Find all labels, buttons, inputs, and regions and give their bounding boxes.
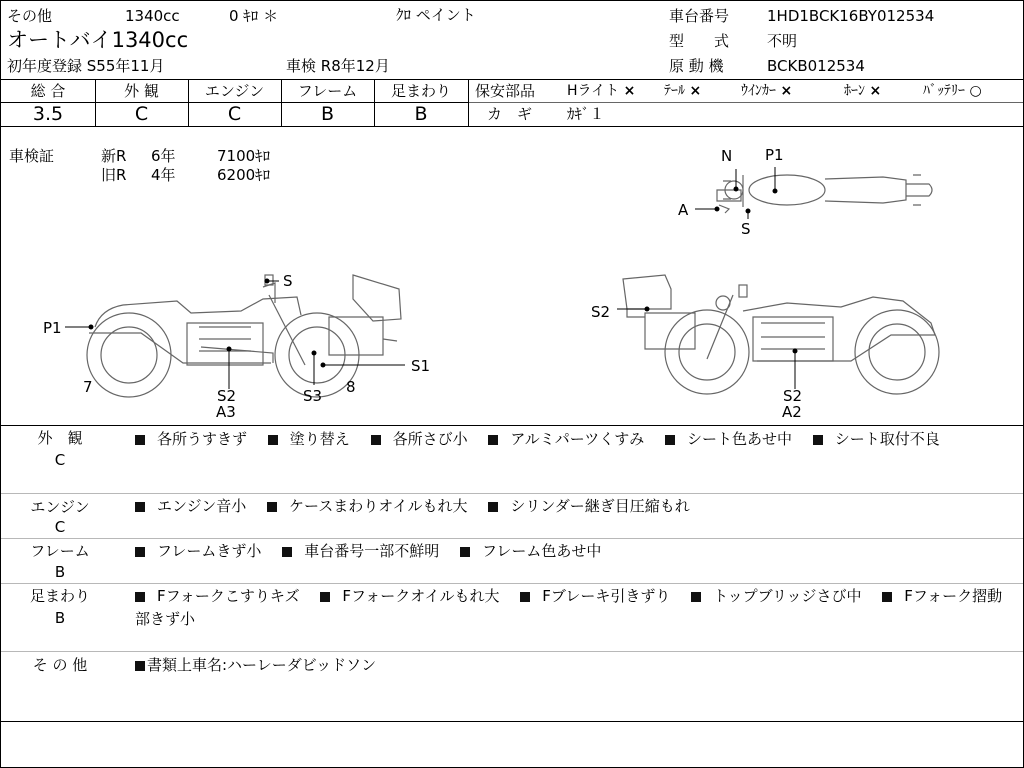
detail-grade-suspension: B: [54, 609, 66, 627]
inspection-date: 車検 R8年12月: [286, 57, 390, 75]
list-item: シート色あせ中: [665, 430, 792, 448]
detail-list-suspension: [135, 585, 1015, 631]
bullet-icon: [282, 547, 292, 557]
cert-type-new: 新R: [101, 147, 127, 165]
cert-km-new: 7100ｷﾛ: [217, 147, 271, 165]
safety-item-battery: ﾊﾞｯﾃﾘｰ ○: [923, 83, 982, 99]
safety-item-headlight: Hライト ×: [567, 83, 636, 99]
detail-label-other: そ の 他: [32, 656, 88, 674]
model-type: 不明: [767, 32, 798, 50]
detail-grade-engine: C: [54, 518, 66, 536]
list-item: 車台番号一部不鮮明: [282, 542, 439, 560]
bullet-icon: [691, 592, 701, 602]
divider: [468, 102, 1023, 103]
detail-label-exterior: 外 観: [37, 429, 83, 447]
divider: [1, 651, 1023, 652]
bullet-icon: [135, 435, 145, 445]
key-value: ｶｷﾞ１: [567, 105, 605, 123]
bullet-icon: [813, 435, 823, 445]
first-registration: 初年度登録 S55年11月: [7, 57, 165, 75]
grade-header-overall: 総 合: [30, 82, 66, 100]
detail-label-suspension: 足まわり: [29, 587, 90, 605]
grade-header-frame: フレーム: [297, 82, 358, 100]
label-p1-left: P1: [43, 319, 62, 337]
detail-list-frame: [135, 540, 1015, 563]
detail-list-engine: [135, 495, 1015, 518]
motorcycle-diagrams: [1, 127, 1023, 427]
list-item: Fフォーク摺動部きず小: [135, 587, 1003, 628]
list-item: ケースまわりオイルもれ大: [267, 497, 468, 515]
cert-km-old: 6200ｷﾛ: [217, 166, 271, 184]
list-item: エンジン音小: [135, 497, 246, 515]
grade-overall: 3.5: [32, 103, 64, 125]
bullet-icon: [520, 592, 530, 602]
list-item: Fブレーキ引きずり: [520, 587, 670, 605]
label-s1: S1: [411, 357, 431, 375]
displacement: 1340cc: [125, 7, 180, 25]
key-label: カ ギ: [487, 105, 533, 123]
list-item: Fフォークオイルもれ大: [320, 587, 499, 605]
frame-no-label: 車台番号: [669, 7, 730, 25]
grade-header-engine: エンジン: [204, 82, 265, 100]
divider: [1, 721, 1023, 722]
list-item: Fフォークこすりキズ: [135, 587, 300, 605]
cert-type-old: 旧R: [101, 166, 127, 184]
divider: [1, 583, 1023, 584]
label-a3: A3: [216, 403, 236, 421]
engine-no: BCKB012534: [767, 57, 865, 75]
list-item: フレームきず小: [135, 542, 261, 560]
detail-grade-frame: B: [54, 563, 66, 581]
label-8: 8: [346, 378, 356, 396]
safety-item-winker: ｳｲﾝｶｰ ×: [741, 83, 793, 99]
bullet-icon: [267, 502, 277, 512]
bullet-icon: [268, 435, 278, 445]
motorcycle-right-view-icon: [623, 275, 939, 394]
cert-year-new: 6年: [151, 147, 176, 165]
list-item: トップブリッジさび中: [691, 587, 861, 605]
engine-no-label: 原 動 機: [669, 57, 724, 75]
grade-exterior: C: [134, 103, 149, 125]
bullet-icon: [135, 502, 145, 512]
bullet-icon: [488, 435, 498, 445]
divider: [1, 79, 1023, 80]
bullet-icon: [488, 502, 498, 512]
divider: [468, 79, 469, 126]
list-item: 塗り替え: [268, 430, 350, 448]
label-7: 7: [83, 378, 93, 396]
list-item: 各所うすきず: [135, 430, 247, 448]
list-item: 書類上車名:ハーレーダビッドソン: [135, 656, 376, 674]
cert-year-old: 4年: [151, 166, 176, 184]
detail-grade-exterior: C: [54, 451, 66, 469]
frame-no: 1HD1BCK16BY012534: [767, 7, 935, 25]
safety-item-tail: ﾃｰﾙ ×: [664, 83, 702, 99]
cert-label: 車検証: [9, 147, 55, 165]
label-a2: A2: [782, 403, 802, 421]
detail-label-frame: フレーム: [30, 542, 90, 560]
list-item: 各所さび小: [371, 430, 468, 448]
divider: [1, 538, 1023, 539]
detail-label-engine: エンジン: [30, 498, 90, 516]
safety-label: 保安部品: [475, 82, 536, 100]
grade-suspension: B: [414, 103, 428, 125]
bullet-icon: [882, 592, 892, 602]
list-item: アルミパーツくすみ: [488, 430, 644, 448]
bullet-icon: [320, 592, 330, 602]
detail-list-other: [135, 654, 1015, 677]
bullet-icon: [665, 435, 675, 445]
price: 0 ｷﾛ ＊: [229, 7, 279, 25]
list-item: シリンダー継ぎ目圧縮もれ: [488, 497, 689, 515]
model-type-label: 型 式: [669, 32, 730, 50]
label-s2-left: S2: [217, 387, 237, 405]
label-s2-right: S2: [783, 387, 803, 405]
label-s2-right-top: S2: [591, 303, 611, 321]
label-s-left: S: [283, 272, 293, 290]
grade-header-suspension: 足まわり: [390, 82, 451, 100]
bullet-icon: [135, 661, 145, 671]
category: その他: [7, 7, 53, 25]
label-s-top: S: [741, 220, 751, 238]
list-item: シート取付不良: [813, 430, 940, 448]
motorcycle-top-view-icon: [717, 175, 932, 213]
label-n: N: [721, 147, 733, 165]
label-s3: S3: [303, 387, 323, 405]
grade-frame: B: [320, 103, 335, 125]
model-name: オートバイ1340cc: [7, 28, 189, 52]
label-a: A: [678, 201, 689, 219]
grade-header-exterior: 外 観: [124, 82, 159, 100]
safety-item-horn: ﾎｰﾝ ×: [844, 83, 882, 99]
divider: [1, 425, 1023, 426]
divider: [1, 493, 1023, 494]
bullet-icon: [135, 547, 145, 557]
bullet-icon: [135, 592, 145, 602]
grade-engine: C: [227, 103, 242, 125]
list-item: フレーム色あせ中: [460, 542, 601, 560]
color: ｸﾛ ペイント: [396, 6, 476, 24]
detail-list-exterior: [135, 428, 1015, 451]
label-p1-top: P1: [765, 146, 784, 164]
bullet-icon: [371, 435, 381, 445]
bullet-icon: [460, 547, 470, 557]
